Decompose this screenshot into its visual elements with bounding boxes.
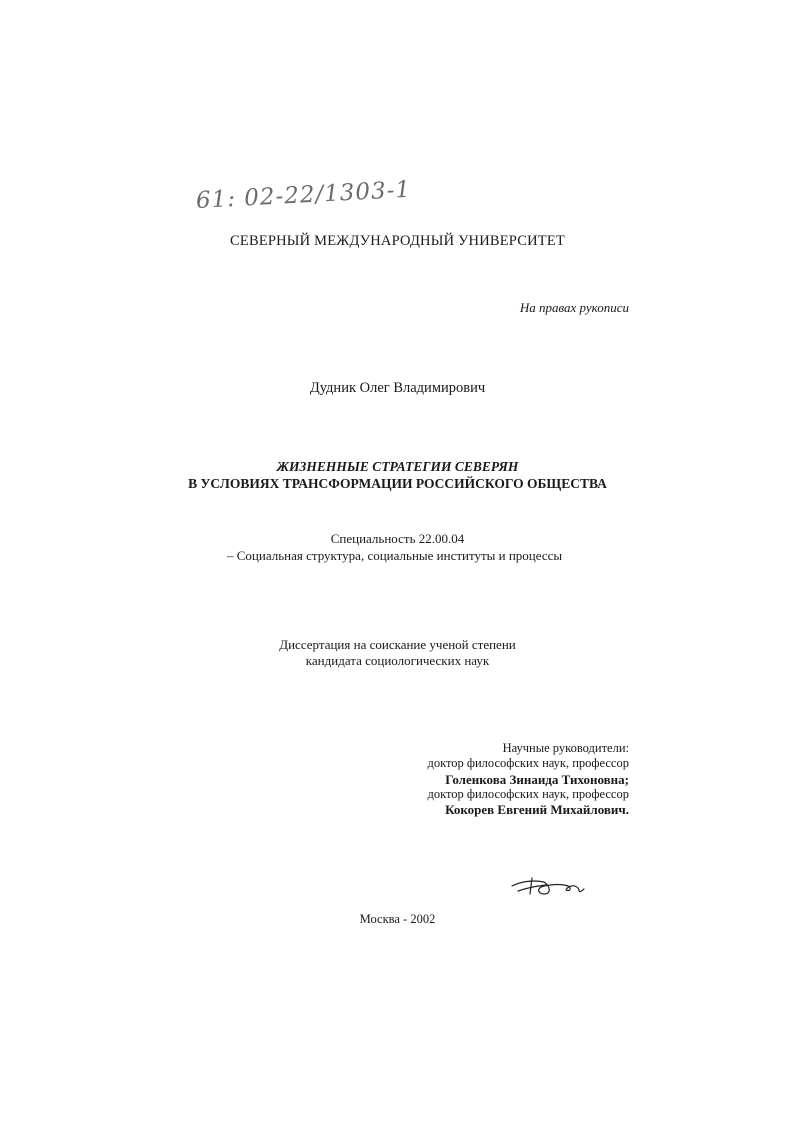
- city-and-year: Москва - 2002: [359, 912, 436, 926]
- advisor-1-name: Голенкова Зинаида Тихоновна;: [445, 771, 629, 787]
- advisors-block: [427, 741, 629, 817]
- dissertation-statement-line-1: Диссертация на соискание ученой степени: [279, 637, 516, 652]
- advisor-2-degree: доктор философских наук, профессор: [427, 786, 629, 801]
- thesis-title-line-1: ЖИЗНЕННЫЕ СТРАТЕГИИ СЕВЕРЯН: [276, 459, 519, 474]
- advisor-2-name: Кокорев Евгений Михайлович.: [445, 802, 629, 818]
- manuscript-rights-note: На правах рукописи: [519, 300, 629, 315]
- advisor-1-degree: доктор философских наук, профессор: [427, 756, 629, 771]
- thesis-title-line-2: В УСЛОВИЯХ ТРАНСФОРМАЦИИ РОССИЙСКОГО ОБЩЕСТВА: [188, 476, 607, 491]
- specialty-code: Специальность 22.00.04: [330, 531, 465, 546]
- dissertation-statement-line-2: кандидата социологических наук: [305, 653, 490, 668]
- author-name: Дудник Олег Владимирович: [309, 380, 486, 396]
- advisors-heading: Научные руководители:: [502, 741, 629, 755]
- signature-icon: [508, 872, 588, 902]
- handwritten-catalog-code: 61: 02-22/1303-1: [195, 176, 412, 214]
- specialty-description: – Социальная структура, социальные институты и процессы: [227, 548, 563, 563]
- university-name: СЕВЕРНЫЙ МЕЖДУНАРОДНЫЙ УНИВЕРСИТЕТ: [230, 233, 565, 249]
